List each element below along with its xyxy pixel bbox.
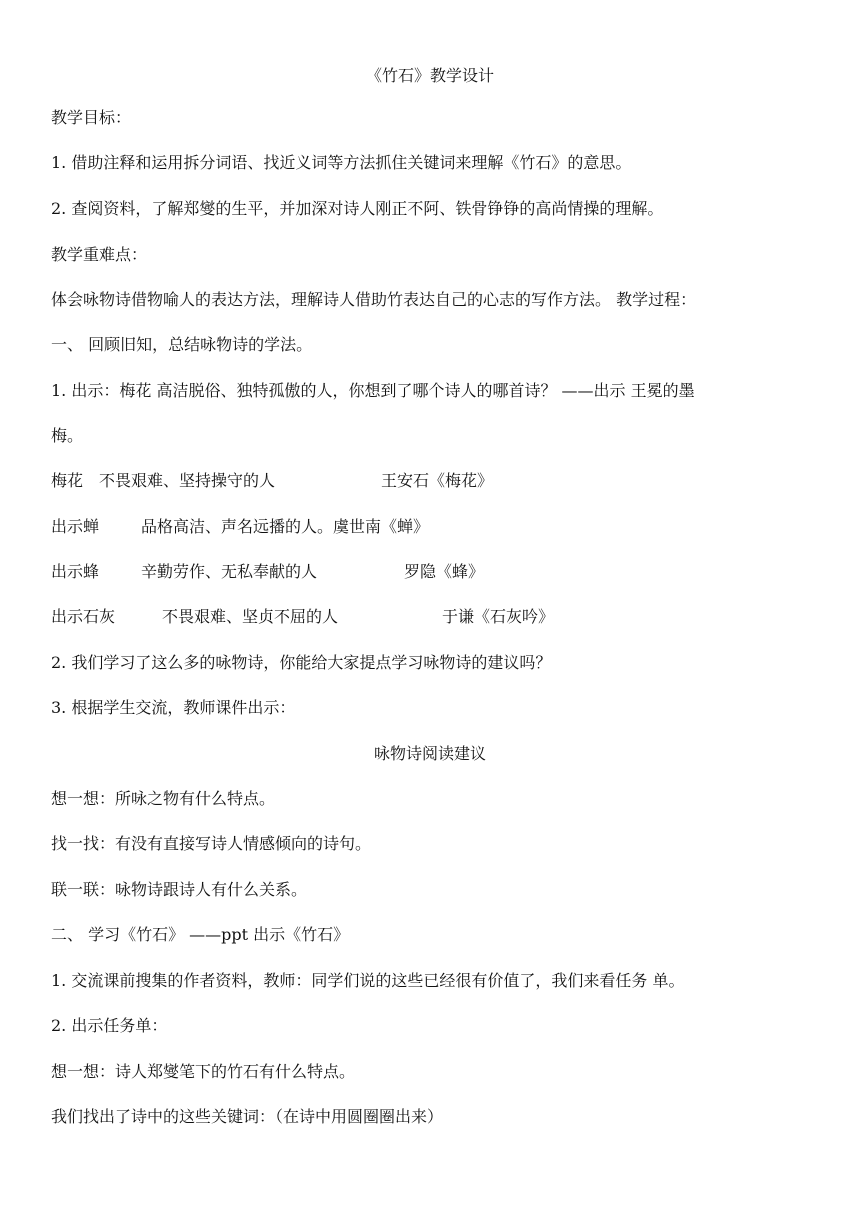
advice-title: 咏物诗阅读建议 <box>373 744 486 763</box>
document-title: 《竹石》教学设计 <box>365 66 494 85</box>
poem-title: 罗隐《蜂》 <box>404 562 485 581</box>
advice-item-2: 找一找：有没有直接写诗人情感倾向的诗句。 <box>51 834 372 853</box>
keypoints-heading: 教学重难点： <box>51 245 148 264</box>
section-2-step-2: 2. 出示任务单： <box>51 1016 168 1035</box>
keypoints-text: 体会咏物诗借物喻人的表达方法，理解诗人借助竹表达自己的心志的写作方法。 教学过程： <box>51 290 697 309</box>
poem-trait: 品格高洁、声名远播的人。虞世南《蝉》 <box>141 517 430 536</box>
step-1-line-2: 梅。 <box>51 426 84 445</box>
poem-title: 于谦《石灰吟》 <box>442 607 555 626</box>
poem-subject: 出示蜂 <box>51 562 100 581</box>
poem-trait: 不畏艰难、坚贞不屈的人 <box>162 607 339 626</box>
objective-2: 2. 查阅资料，了解郑燮的生平，并加深对诗人刚正不阿、铁骨铮铮的高尚情操的理解。 <box>51 199 664 218</box>
step-2: 2. 我们学习了这么多的咏物诗，你能给大家提点学习咏物诗的建议吗？ <box>51 653 552 672</box>
step-1-line-1: 1. 出示：梅花 高洁脱俗、独特孤傲的人，你想到了哪个诗人的哪首诗？ ——出示 王冕的墨 <box>51 381 695 400</box>
step-3: 3. 根据学生交流，教师课件出示： <box>51 698 296 717</box>
poem-subject: 梅花 <box>51 471 84 490</box>
advice-item-1: 想一想：所咏之物有什么特点。 <box>51 789 276 808</box>
poem-subject: 出示石灰 <box>51 607 116 626</box>
objective-1: 1. 借助注释和运用拆分词语、找近义词等方法抓住关键词来理解《竹石》的意思。 <box>51 153 632 172</box>
section-2-heading: 二、 学习《竹石》 ——ppt 出示《竹石》 <box>51 925 350 944</box>
section-2-step-1: 1. 交流课前搜集的作者资料，教师：同学们说的这些已经很有价值了，我们来看任务 单。 <box>51 971 685 990</box>
section-1-heading: 一、 回顾旧知，总结咏物诗的学法。 <box>51 335 313 354</box>
poem-subject: 出示蝉 <box>51 517 100 536</box>
task-item-2: 我们找出了诗中的这些关键词：（在诗中用圆圈圈出来） <box>51 1107 444 1126</box>
task-item-1: 想一想：诗人郑燮笔下的竹石有什么特点。 <box>51 1062 356 1081</box>
poem-title: 王安石《梅花》 <box>381 471 494 490</box>
poem-trait: 辛勤劳作、无私奉献的人 <box>141 562 318 581</box>
advice-item-3: 联一联：咏物诗跟诗人有什么关系。 <box>51 880 308 899</box>
objectives-heading: 教学目标： <box>51 108 132 127</box>
poem-trait: 不畏艰难、坚持操守的人 <box>99 471 276 490</box>
